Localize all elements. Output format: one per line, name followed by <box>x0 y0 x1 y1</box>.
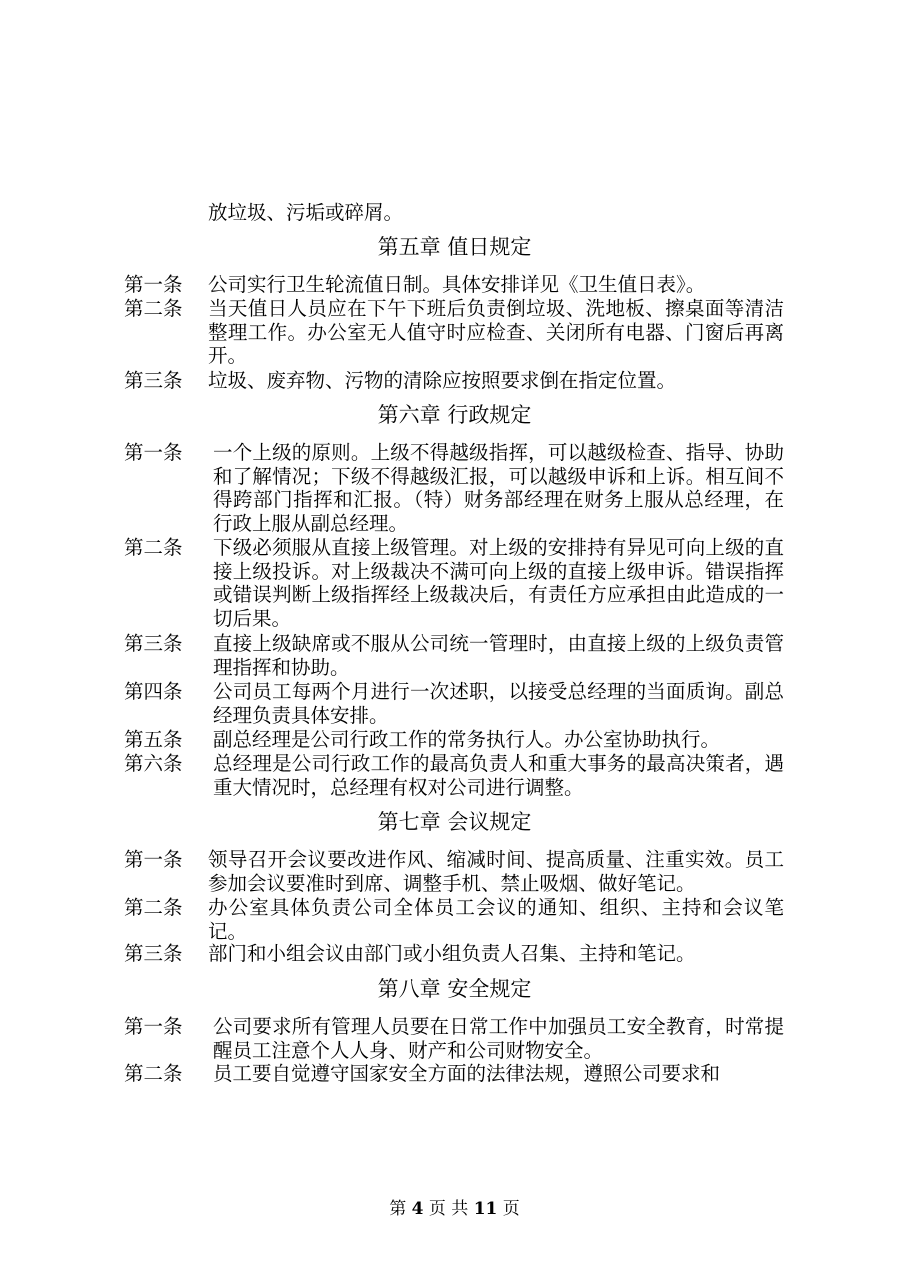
article-number: 第四条 <box>124 680 183 703</box>
article-number: 第一条 <box>124 1015 183 1038</box>
ch6-article-2 <box>124 536 784 630</box>
article-number: 第一条 <box>124 441 183 464</box>
article-number: 第三条 <box>124 632 183 655</box>
article-text: 下级必须服从直接上级管理。对上级的安排持有异见可向上级的直接上级投诉。对上级裁决不满可向上级的直接上级申诉。错误指挥或错误判断上级指挥经上级裁决后，有责任方应承担由此造成的一切后果。 <box>213 536 784 630</box>
article-text: 部门和小组会议由部门或小组负责人召集、主持和笔记。 <box>208 942 696 965</box>
article-number: 第三条 <box>124 369 183 392</box>
article-number: 第二条 <box>124 1062 183 1085</box>
ch5-article-1 <box>124 273 784 297</box>
article-number: 第一条 <box>124 848 183 871</box>
article-number: 第六条 <box>124 752 183 775</box>
article-text: 公司实行卫生轮流值日制。具体安排详见《卫生值日表》。 <box>208 273 706 296</box>
article-text: 当天值日人员应在下午下班后负责倒垃圾、洗地板、擦桌面等清洁整理工作。办公室无人值守时应检查、关闭所有电器、门窗后再离开。 <box>208 297 784 367</box>
chapter-8-title: 第八章 安全规定 <box>377 977 532 1001</box>
article-number: 第一条 <box>124 273 183 296</box>
chapter-7-title: 第七章 会议规定 <box>377 810 532 834</box>
ch8-article-2 <box>124 1062 784 1086</box>
ch6-article-5 <box>124 728 784 752</box>
ch6-article-6 <box>124 752 784 799</box>
article-text: 公司要求所有管理人员要在日常工作中加强员工安全教育，时常提醒员工注意个人人身、财产和公司财物安全。 <box>213 1015 784 1062</box>
article-text: 办公室具体负责公司全体员工会议的通知、组织、主持和会议笔记。 <box>208 896 784 943</box>
ch7-article-3 <box>124 942 784 966</box>
ch5-article-2 <box>124 297 784 368</box>
article-text: 公司员工每两个月进行一次述职，以接受总经理的当面质询。副总经理负责具体安排。 <box>213 680 784 727</box>
article-text: 副总经理是公司行政工作的常务执行人。办公室协助执行。 <box>213 728 721 751</box>
ch8-article-1 <box>124 1015 784 1062</box>
footer-prefix: 第 <box>389 1199 407 1219</box>
ch6-article-4 <box>124 680 784 727</box>
article-number: 第三条 <box>124 942 183 965</box>
footer-page-number: 4 <box>411 1199 424 1219</box>
chapter-5-title: 第五章 值日规定 <box>377 235 532 259</box>
article-number: 第二条 <box>124 536 183 559</box>
article-text: 一个上级的原则。上级不得越级指挥，可以越级检查、指导、协助和了解情况；下级不得越级汇报，可以越级申诉和上诉。相互间不得跨部门指挥和汇报。（特）财务部经理在财务上服从总经理，在行政上服从副总经理。 <box>213 441 784 535</box>
article-text: 直接上级缺席或不服从公司统一管理时，由直接上级的上级负责管理指挥和协助。 <box>213 632 784 679</box>
article-number: 第五条 <box>124 728 183 751</box>
footer-suffix: 页 <box>502 1199 520 1219</box>
footer-middle: 页 共 <box>428 1199 469 1219</box>
article-text: 总经理是公司行政工作的最高负责人和重大事务的最高决策者，遇重大情况时，总经理有权对公司进行调整。 <box>213 752 784 799</box>
ch6-article-1 <box>124 441 784 535</box>
ch7-article-2 <box>124 896 784 943</box>
footer-total-pages: 11 <box>473 1199 498 1219</box>
ch7-article-1 <box>124 848 784 895</box>
article-number: 第二条 <box>124 297 183 320</box>
ch5-article-3 <box>124 369 784 393</box>
chapter-6-title: 第六章 行政规定 <box>377 403 532 427</box>
page-footer <box>0 1198 909 1220</box>
ch6-article-3 <box>124 632 784 679</box>
continuation-text: 放垃圾、污垢或碎屑。 <box>208 201 404 224</box>
article-text: 垃圾、废弃物、污物的清除应按照要求倒在指定位置。 <box>208 369 677 392</box>
article-text: 员工要自觉遵守国家安全方面的法律法规，遵照公司要求和 <box>213 1062 721 1085</box>
article-text: 领导召开会议要改进作风、缩减时间、提高质量、注重实效。员工参加会议要准时到席、调整手机、禁止吸烟、做好笔记。 <box>208 848 784 895</box>
article-number: 第二条 <box>124 896 183 919</box>
